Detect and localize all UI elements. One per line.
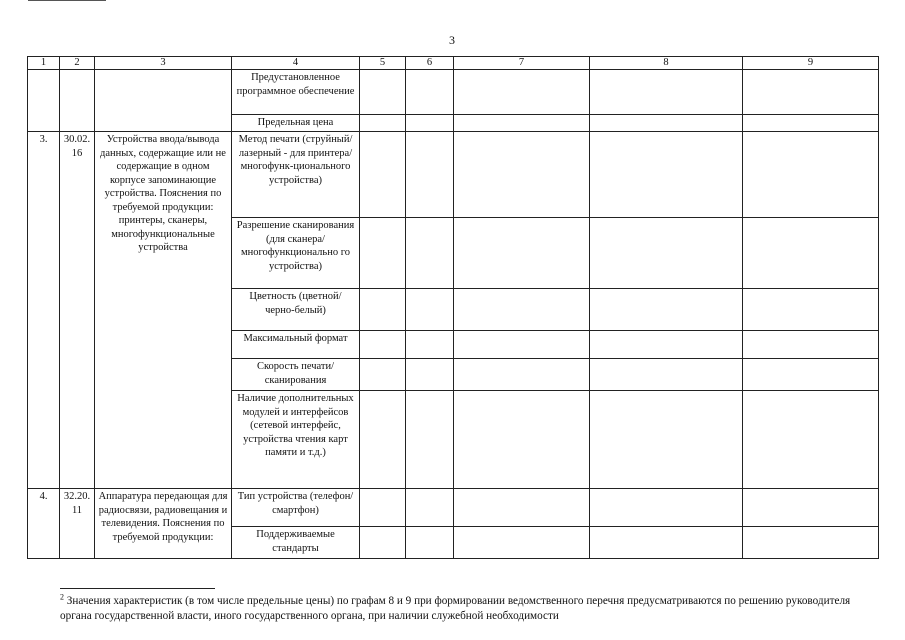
empty-cell — [454, 527, 590, 559]
empty-cell — [743, 527, 879, 559]
footnote-text: Значения характеристик (в том числе предельные цены) по графам 8 и 9 при формировании ведомственного перечня предусматриваются по решению руководителя органа государственной власти, иного государственного органа, при наличии служебной необходимости — [60, 595, 851, 622]
empty-cell — [360, 289, 406, 331]
empty-cell — [590, 289, 743, 331]
empty-cell — [743, 218, 879, 289]
empty-cell — [590, 218, 743, 289]
empty-cell — [360, 359, 406, 391]
product-name-cell: Устройства ввода/вывода данных, содержащие или не содержащие в одном корпусе запоминающие устройства. Пояснения по требуемой продукции: принтеры, сканеры, многофункциональные устройства — [95, 132, 232, 489]
empty-cell — [406, 70, 454, 115]
characteristic-cell: Поддерживаемые стандарты — [232, 527, 360, 559]
row-number-cell — [28, 70, 60, 132]
empty-cell — [360, 391, 406, 489]
empty-cell — [454, 115, 590, 132]
product-name-cell — [95, 70, 232, 132]
column-header: 1 — [28, 57, 60, 70]
empty-cell — [590, 331, 743, 359]
footnote — [60, 594, 860, 624]
characteristics-table — [27, 56, 879, 559]
footnote-divider — [60, 588, 215, 589]
empty-cell — [406, 289, 454, 331]
empty-cell — [360, 489, 406, 527]
empty-cell — [590, 115, 743, 132]
empty-cell — [590, 391, 743, 489]
code-cell: 32.20. 11 — [60, 489, 95, 559]
empty-cell — [590, 359, 743, 391]
empty-cell — [743, 331, 879, 359]
empty-cell — [406, 489, 454, 527]
empty-cell — [743, 489, 879, 527]
empty-cell — [454, 132, 590, 218]
characteristic-cell: Метод печати (струйный/лазерный - для принтера/многофунк-ционального устройства) — [232, 132, 360, 218]
column-header: 5 — [360, 57, 406, 70]
footnote-mark: 2 — [60, 592, 64, 602]
empty-cell — [454, 70, 590, 115]
characteristic-cell: Тип устройства (телефон/смартфон) — [232, 489, 360, 527]
column-header: 6 — [406, 57, 454, 70]
page-number: 3 — [449, 33, 455, 47]
column-header: 9 — [743, 57, 879, 70]
empty-cell — [360, 115, 406, 132]
characteristic-cell: Предельная цена — [232, 115, 360, 132]
row-number-cell: 4. — [28, 489, 60, 559]
empty-cell — [454, 359, 590, 391]
characteristic-cell: Максимальный формат — [232, 331, 360, 359]
empty-cell — [406, 218, 454, 289]
empty-cell — [743, 132, 879, 218]
empty-cell — [743, 115, 879, 132]
empty-cell — [406, 132, 454, 218]
empty-cell — [454, 218, 590, 289]
empty-cell — [454, 391, 590, 489]
column-header: 4 — [232, 57, 360, 70]
empty-cell — [454, 289, 590, 331]
empty-cell — [590, 70, 743, 115]
empty-cell — [590, 489, 743, 527]
table-row — [28, 132, 879, 218]
characteristic-cell: Разрешение сканирования (для сканера/ многофункционально го устройства) — [232, 218, 360, 289]
empty-cell — [360, 70, 406, 115]
empty-cell — [743, 359, 879, 391]
empty-cell — [590, 132, 743, 218]
empty-cell — [360, 218, 406, 289]
empty-cell — [743, 391, 879, 489]
column-header: 3 — [95, 57, 232, 70]
empty-cell — [454, 489, 590, 527]
characteristic-cell: Скорость печати/сканирования — [232, 359, 360, 391]
column-header: 2 — [60, 57, 95, 70]
table-row — [28, 489, 879, 527]
empty-cell — [406, 331, 454, 359]
empty-cell — [406, 527, 454, 559]
characteristic-cell: Наличие дополнительных модулей и интерфейсов (сетевой интерфейс, устройства чтения карт памяти и т.д.) — [232, 391, 360, 489]
characteristic-cell: Предустановленное программное обеспечение — [232, 70, 360, 115]
empty-cell — [360, 331, 406, 359]
column-header: 7 — [454, 57, 590, 70]
empty-cell — [360, 527, 406, 559]
code-cell — [60, 70, 95, 132]
table-row — [28, 70, 879, 115]
empty-cell — [406, 391, 454, 489]
empty-cell — [406, 115, 454, 132]
empty-cell — [743, 289, 879, 331]
product-name-cell: Аппаратура передающая для радиосвязи, радиовещания и телевидения. Пояснения по требуемой продукции: — [95, 489, 232, 559]
empty-cell — [360, 132, 406, 218]
characteristic-cell: Цветность (цветной/черно-белый) — [232, 289, 360, 331]
code-cell: 30.02. 16 — [60, 132, 95, 489]
column-header: 8 — [590, 57, 743, 70]
empty-cell — [406, 359, 454, 391]
top-rule — [28, 0, 106, 1]
column-numbers-row — [28, 57, 879, 70]
row-number-cell: 3. — [28, 132, 60, 489]
empty-cell — [590, 527, 743, 559]
empty-cell — [454, 331, 590, 359]
empty-cell — [743, 70, 879, 115]
